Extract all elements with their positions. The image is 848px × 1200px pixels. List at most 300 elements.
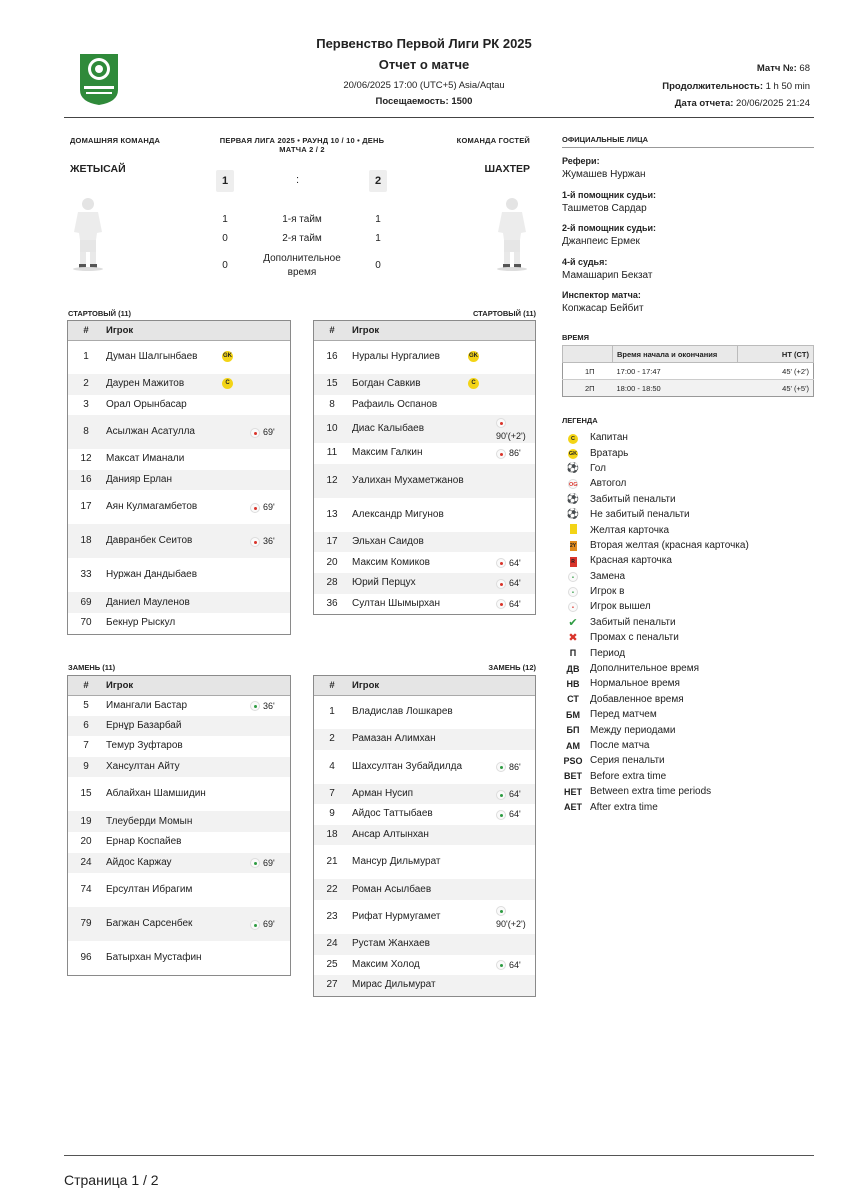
player-badge-cell bbox=[468, 845, 494, 879]
event-minute: 90'(+2') bbox=[496, 918, 526, 929]
player-name: Ансар Алтынхан bbox=[350, 825, 468, 846]
player-number: 15 bbox=[314, 374, 350, 395]
player-name: Максат Иманали bbox=[106, 453, 185, 465]
time-col-range: Время начала и окончания bbox=[613, 346, 738, 363]
player-event-cell bbox=[494, 955, 535, 976]
player-number: 74 bbox=[80, 884, 92, 896]
table-row bbox=[314, 955, 535, 976]
player-number: 12 bbox=[80, 453, 92, 465]
player-event-cell bbox=[248, 558, 290, 592]
player-out-icon bbox=[496, 599, 506, 609]
player-name: Аян Кулмагамбетов bbox=[106, 501, 198, 513]
away-team-label: КОМАНДА ГОСТЕЙ bbox=[456, 136, 530, 145]
player-badge-cell bbox=[468, 340, 494, 374]
player-event-cell bbox=[494, 532, 535, 553]
player-number: 12 bbox=[314, 464, 350, 498]
player-number: 24 bbox=[314, 934, 350, 955]
event-minute: 64' bbox=[509, 578, 521, 589]
player-name: Уалихан Мухаметжанов bbox=[350, 464, 468, 498]
legend-text: Between extra time periods bbox=[590, 786, 712, 798]
player-badge-cell bbox=[222, 832, 248, 853]
table-header-row bbox=[68, 676, 290, 695]
player-number: 7 bbox=[83, 740, 89, 752]
legend-text: Before extra time bbox=[590, 770, 667, 782]
player-event-cell bbox=[494, 845, 535, 879]
legend-item bbox=[562, 584, 814, 599]
player-number: 6 bbox=[68, 716, 104, 737]
player-badge-cell bbox=[222, 941, 248, 975]
table-row bbox=[68, 524, 290, 558]
player-number: 18 bbox=[314, 825, 350, 846]
player-event-cell bbox=[494, 900, 535, 934]
player-number: 19 bbox=[68, 811, 104, 832]
period-label: Дополнительное время bbox=[263, 253, 341, 278]
home-team-label: ДОМАШНЯЯ КОМАНДА bbox=[70, 136, 161, 145]
table-row bbox=[314, 395, 535, 416]
table-row bbox=[314, 340, 535, 374]
player-number: 36 bbox=[326, 597, 338, 609]
legend-text: Не забитый пенальти bbox=[590, 509, 690, 521]
player-badge-cell bbox=[468, 374, 494, 395]
player-event-cell bbox=[248, 777, 290, 811]
legend-symbol: PSO bbox=[563, 755, 583, 766]
home-subs-table bbox=[67, 675, 291, 976]
player-badge-cell bbox=[222, 777, 248, 811]
legend-text: Забитый пенальти bbox=[590, 493, 676, 505]
legend-symbol bbox=[562, 616, 584, 629]
player-number: 18 bbox=[68, 524, 104, 558]
player-event-cell bbox=[248, 736, 290, 757]
time-ht: 45' (+5') bbox=[738, 380, 814, 397]
legend-text: Гол bbox=[590, 462, 606, 474]
player-badge-cell bbox=[222, 811, 248, 832]
player-event-cell bbox=[494, 879, 535, 900]
table-row bbox=[68, 340, 290, 374]
player-badge-cell bbox=[468, 750, 494, 784]
period-label: 1-я тайм bbox=[282, 214, 322, 225]
player-number: 1 bbox=[329, 706, 335, 718]
captain-icon: C bbox=[568, 434, 578, 444]
table-row bbox=[68, 853, 290, 874]
player-out-icon bbox=[496, 418, 506, 428]
player-name: Ерсултан Ибрагим bbox=[106, 884, 193, 896]
away-subs-label: ЗАМЕНЬ (12) bbox=[488, 663, 536, 672]
player-badge-cell bbox=[222, 415, 248, 449]
legend-symbol: БП bbox=[566, 725, 580, 736]
player-badge-cell bbox=[468, 975, 494, 996]
col-number: # bbox=[314, 321, 350, 340]
player-event-cell bbox=[248, 757, 290, 778]
player-number: 28 bbox=[314, 573, 350, 594]
player-event-cell bbox=[494, 340, 535, 374]
player-number: 9 bbox=[329, 808, 335, 820]
period-away-score: 1 bbox=[375, 214, 381, 225]
legend-item bbox=[562, 476, 814, 491]
legend-text: Между периодами bbox=[590, 724, 676, 736]
table-row bbox=[68, 777, 290, 811]
player-number: 22 bbox=[314, 879, 350, 900]
player-out-icon bbox=[250, 503, 260, 513]
legend-text: After extra time bbox=[590, 801, 658, 813]
legend-item bbox=[562, 522, 814, 537]
table-row bbox=[68, 736, 290, 757]
player-badge-cell bbox=[222, 490, 248, 524]
legend-text: Красная карточка bbox=[590, 555, 672, 567]
table-row bbox=[68, 592, 290, 613]
player-in-icon bbox=[250, 701, 260, 711]
legend-symbol bbox=[562, 555, 584, 567]
player-badge-cell bbox=[468, 498, 494, 532]
official-name: Копжасар Бейбит bbox=[562, 303, 644, 314]
player-name: Мирас Дильмурат bbox=[350, 975, 468, 996]
player-event-cell bbox=[248, 374, 290, 395]
legend-symbol bbox=[562, 432, 584, 444]
player-number: 17 bbox=[80, 501, 92, 513]
player-badge-cell bbox=[222, 395, 248, 416]
player-name: Нуржан Дандыбаев bbox=[106, 569, 198, 581]
home-starting-table bbox=[67, 320, 291, 635]
legend-text: Желтая карточка bbox=[590, 524, 670, 536]
player-in-icon bbox=[496, 810, 506, 820]
legend-item bbox=[562, 753, 814, 768]
player-name: Давранбек Сеитов bbox=[104, 524, 222, 558]
player-number: 20 bbox=[80, 836, 92, 848]
official-role: 1-й помощник судьи: bbox=[562, 189, 657, 200]
table-row bbox=[68, 558, 290, 592]
match-duration: Продолжительность: 1 h 50 min bbox=[662, 81, 810, 92]
player-name: Нуралы Нургалиев bbox=[352, 351, 440, 363]
table-row bbox=[68, 449, 290, 470]
table-row bbox=[314, 532, 535, 553]
event-minute: 90'(+2') bbox=[496, 431, 526, 442]
legend-item bbox=[562, 461, 814, 476]
home-starting-label: СТАРТОВЫЙ (11) bbox=[68, 309, 132, 318]
player-event-cell bbox=[248, 449, 290, 470]
player-event-cell bbox=[494, 729, 535, 750]
legend-symbol bbox=[562, 509, 584, 520]
col-player: Игрок bbox=[104, 676, 290, 695]
official-entry bbox=[562, 290, 814, 324]
attendance: Посещаемость: 1500 bbox=[375, 96, 473, 107]
official-role: 4-й судья: bbox=[562, 256, 608, 267]
player-number: 10 bbox=[314, 415, 350, 443]
penalty-scored-icon: ⚽ bbox=[566, 493, 580, 505]
player-number: 79 bbox=[68, 907, 104, 941]
player-name: Даурен Мажитов bbox=[104, 374, 222, 395]
player-name: Бекнур Рыскул bbox=[106, 617, 176, 629]
table-row bbox=[68, 695, 290, 716]
player-in-icon bbox=[250, 920, 260, 930]
officials-list bbox=[562, 156, 814, 324]
player-event-cell bbox=[494, 804, 535, 825]
legend-item bbox=[562, 430, 814, 445]
report-date: Дата отчета: 20/06/2025 21:24 bbox=[674, 98, 810, 109]
player-event-cell bbox=[494, 784, 535, 805]
player-number: 25 bbox=[326, 958, 338, 970]
table-row bbox=[314, 729, 535, 750]
legend-symbol: HET bbox=[564, 786, 582, 797]
player-event-cell bbox=[248, 415, 290, 449]
event-minute: 64' bbox=[509, 598, 521, 609]
player-out-icon bbox=[496, 449, 506, 459]
player-number: 20 bbox=[326, 556, 338, 568]
legend-symbol: П bbox=[569, 648, 577, 659]
player-event-cell bbox=[494, 552, 535, 573]
player-name: Ернар Коспайев bbox=[106, 836, 182, 848]
home-team-name: ЖЕТЫСАЙ bbox=[70, 163, 126, 175]
player-event-cell bbox=[248, 592, 290, 613]
legend-symbol bbox=[562, 494, 584, 505]
legend-text: Игрок вышел bbox=[590, 601, 651, 613]
player-badge-cell bbox=[222, 340, 248, 374]
away-score: 2 bbox=[369, 170, 387, 192]
legend-item bbox=[562, 769, 814, 784]
official-name: Жумашев Нуржан bbox=[562, 169, 646, 180]
player-number: 27 bbox=[314, 975, 350, 996]
table-row bbox=[68, 374, 290, 395]
away-kit-icon bbox=[494, 196, 530, 270]
player-badge-cell bbox=[468, 464, 494, 498]
table-row bbox=[314, 750, 535, 784]
player-name: Даниел Мауленов bbox=[104, 592, 222, 613]
table-row bbox=[314, 975, 535, 996]
table-row bbox=[314, 415, 535, 443]
player-number: 17 bbox=[314, 532, 350, 553]
table-row bbox=[68, 415, 290, 449]
col-number: # bbox=[68, 676, 104, 695]
legend-symbol: БМ bbox=[566, 709, 580, 720]
time-period: 1П bbox=[563, 363, 613, 380]
event-minute: 69' bbox=[263, 502, 275, 513]
player-in-icon: • bbox=[568, 587, 578, 597]
table-row bbox=[68, 907, 290, 941]
legend-item bbox=[562, 599, 814, 614]
legend-symbol bbox=[562, 447, 584, 459]
player-badge-cell bbox=[468, 594, 494, 615]
player-name: Богдан Савкив bbox=[350, 374, 468, 395]
player-event-cell bbox=[494, 395, 535, 416]
period-label: 2-я тайм bbox=[282, 233, 322, 244]
player-name: Султан Шымырхан bbox=[352, 597, 441, 609]
legend-item bbox=[562, 538, 814, 553]
table-row bbox=[68, 811, 290, 832]
time-col-period bbox=[563, 346, 613, 363]
official-entry bbox=[562, 257, 814, 291]
player-number: 24 bbox=[68, 853, 104, 874]
player-badge-cell bbox=[222, 853, 248, 874]
legend-text: Серия пенальти bbox=[590, 755, 665, 767]
penalty-missed-icon: ⚽ bbox=[566, 509, 580, 521]
legend-symbol: BET bbox=[564, 771, 582, 782]
player-event-cell bbox=[494, 695, 535, 729]
table-row bbox=[314, 552, 535, 573]
page-number: Страница 1 / 2 bbox=[64, 1172, 159, 1188]
legend-text: Период bbox=[590, 647, 626, 659]
player-in-icon bbox=[496, 762, 506, 772]
officials-divider bbox=[562, 147, 814, 148]
legend-text: Промах с пенальти bbox=[590, 632, 679, 644]
legend-text: После матча bbox=[590, 740, 650, 751]
player-number: 8 bbox=[329, 398, 335, 410]
player-badge-cell bbox=[222, 470, 248, 491]
legend-symbol bbox=[562, 631, 584, 644]
player-number: 9 bbox=[68, 757, 104, 778]
player-name: Тлеуберди Момын bbox=[104, 811, 222, 832]
player-badge-cell bbox=[468, 695, 494, 729]
table-row bbox=[314, 443, 535, 464]
player-name: Имангали Бастар bbox=[106, 699, 188, 711]
legend-text: Капитан bbox=[590, 432, 628, 444]
col-number: # bbox=[314, 676, 350, 695]
legend-text: Вратарь bbox=[590, 447, 629, 459]
table-header-row bbox=[314, 676, 535, 695]
time-period: 2П bbox=[563, 380, 613, 397]
player-badge-cell bbox=[222, 524, 248, 558]
player-event-cell bbox=[248, 613, 290, 634]
event-minute: 64' bbox=[509, 959, 521, 970]
player-event-cell bbox=[248, 490, 290, 524]
player-badge-cell bbox=[468, 900, 494, 934]
player-event-cell bbox=[248, 340, 290, 374]
player-badge-cell bbox=[222, 757, 248, 778]
event-minute: 69' bbox=[263, 919, 275, 930]
official-entry bbox=[562, 156, 814, 190]
time-range: 18:00 - 18:50 bbox=[613, 380, 738, 397]
table-row bbox=[68, 490, 290, 524]
player-number: 4 bbox=[329, 760, 335, 772]
match-number: Матч №: 68 bbox=[756, 63, 810, 74]
col-number: # bbox=[68, 321, 104, 340]
table-header-row bbox=[68, 321, 290, 340]
col-player: Игрок bbox=[350, 321, 535, 340]
player-event-cell bbox=[248, 395, 290, 416]
legend-item bbox=[562, 445, 814, 460]
player-event-cell bbox=[248, 470, 290, 491]
player-name: Рафаиль Оспанов bbox=[352, 398, 438, 410]
event-minute: 69' bbox=[263, 427, 275, 438]
player-number: 70 bbox=[80, 617, 92, 629]
player-badge-cell bbox=[468, 804, 494, 825]
player-event-cell bbox=[494, 374, 535, 395]
player-badge-cell bbox=[468, 825, 494, 846]
player-event-cell bbox=[248, 853, 290, 874]
legend-symbol: АМ bbox=[566, 740, 580, 751]
event-minute: 64' bbox=[509, 809, 521, 820]
legend-text: Перед матчем bbox=[590, 709, 657, 721]
player-name: Диас Калыбаев bbox=[350, 415, 468, 443]
time-col-ht: HT (CT) bbox=[738, 346, 814, 363]
header-divider bbox=[64, 117, 814, 118]
player-badge-cell bbox=[222, 592, 248, 613]
event-minute: 36' bbox=[263, 700, 275, 711]
legend-text: Дополнительное время bbox=[590, 663, 700, 675]
player-event-cell bbox=[494, 464, 535, 498]
legend-symbol: ДВ bbox=[566, 663, 580, 674]
legend-item bbox=[562, 738, 814, 753]
legend-symbol bbox=[562, 571, 584, 582]
player-number: 69 bbox=[68, 592, 104, 613]
table-row bbox=[314, 845, 535, 879]
officials-title: ОФИЦИАЛЬНЫЕ ЛИЦА bbox=[562, 135, 649, 144]
player-badge-cell bbox=[468, 955, 494, 976]
player-out-icon bbox=[496, 558, 506, 568]
table-row bbox=[314, 934, 535, 955]
round-info: ПЕРВАЯ ЛИГА 2025 • РАУНД 10 / 10 • ДЕНЬ МАТЧА 2 / 2 bbox=[219, 136, 385, 154]
player-badge-cell bbox=[222, 695, 248, 716]
period-home-score: 0 bbox=[222, 260, 228, 271]
substitution-icon: • bbox=[568, 572, 578, 582]
legend-text: Замена bbox=[590, 570, 626, 582]
table-row bbox=[68, 757, 290, 778]
legend-symbol bbox=[562, 601, 584, 612]
home-kit-icon bbox=[70, 196, 106, 270]
player-name: Рустам Жанхаев bbox=[350, 934, 468, 955]
legend-text: Автогол bbox=[590, 478, 627, 490]
player-name: Роман Асылбаев bbox=[350, 879, 468, 900]
player-name: Рифат Нурмугамет bbox=[352, 910, 441, 922]
player-event-cell bbox=[494, 443, 535, 464]
legend-symbol bbox=[562, 524, 584, 536]
legend-symbol bbox=[562, 463, 584, 474]
report-title: Первенство Первой Лиги РК 2025 bbox=[316, 36, 532, 51]
official-role: 2-й помощник судьи: bbox=[562, 223, 657, 233]
legend-item bbox=[562, 569, 814, 584]
player-event-cell bbox=[494, 498, 535, 532]
event-minute: 69' bbox=[263, 857, 275, 868]
legend-item bbox=[562, 784, 814, 799]
col-player: Игрок bbox=[104, 321, 290, 340]
own-goal-icon: OG bbox=[568, 479, 578, 489]
table-row bbox=[68, 716, 290, 737]
player-number: 7 bbox=[314, 784, 350, 805]
player-name: Ернұр Базарбай bbox=[104, 716, 222, 737]
player-event-cell bbox=[494, 825, 535, 846]
player-badge-cell bbox=[222, 716, 248, 737]
legend-item bbox=[562, 492, 814, 507]
legend-text: Вторая желтая (красная карточка) bbox=[590, 539, 749, 551]
player-name: Владислав Лошкарев bbox=[352, 706, 453, 718]
official-name: Джанпеис Ермек bbox=[562, 236, 640, 247]
official-entry bbox=[562, 190, 814, 224]
table-row bbox=[314, 498, 535, 532]
away-team-name: ШАХТЕР bbox=[484, 163, 530, 175]
time-ht: 45' (+2') bbox=[738, 363, 814, 380]
table-row bbox=[68, 395, 290, 416]
player-name: Батырхан Мустафин bbox=[106, 952, 202, 964]
event-minute: 86' bbox=[509, 761, 521, 772]
legend-item bbox=[562, 676, 814, 691]
official-name: Ташметов Сардар bbox=[562, 202, 647, 214]
player-badge-cell bbox=[468, 784, 494, 805]
away-subs-table bbox=[313, 675, 536, 997]
player-badge-cell bbox=[222, 613, 248, 634]
player-number: 8 bbox=[68, 415, 104, 449]
player-name: Думан Шалгынбаев bbox=[106, 351, 198, 363]
player-event-cell bbox=[248, 695, 290, 716]
player-name: Шахсултан Зубайдилда bbox=[352, 760, 463, 772]
player-number: 16 bbox=[68, 470, 104, 491]
event-minute: 64' bbox=[509, 557, 521, 568]
player-number: 15 bbox=[80, 788, 92, 800]
player-in-icon bbox=[496, 790, 506, 800]
player-in-icon bbox=[496, 906, 506, 916]
player-badge-cell bbox=[468, 415, 494, 443]
player-number: 2 bbox=[68, 374, 104, 395]
player-in-icon bbox=[496, 960, 506, 970]
table-row bbox=[68, 873, 290, 907]
official-name: Мамашарип Бекзат bbox=[562, 269, 653, 281]
player-number: 5 bbox=[83, 699, 89, 711]
